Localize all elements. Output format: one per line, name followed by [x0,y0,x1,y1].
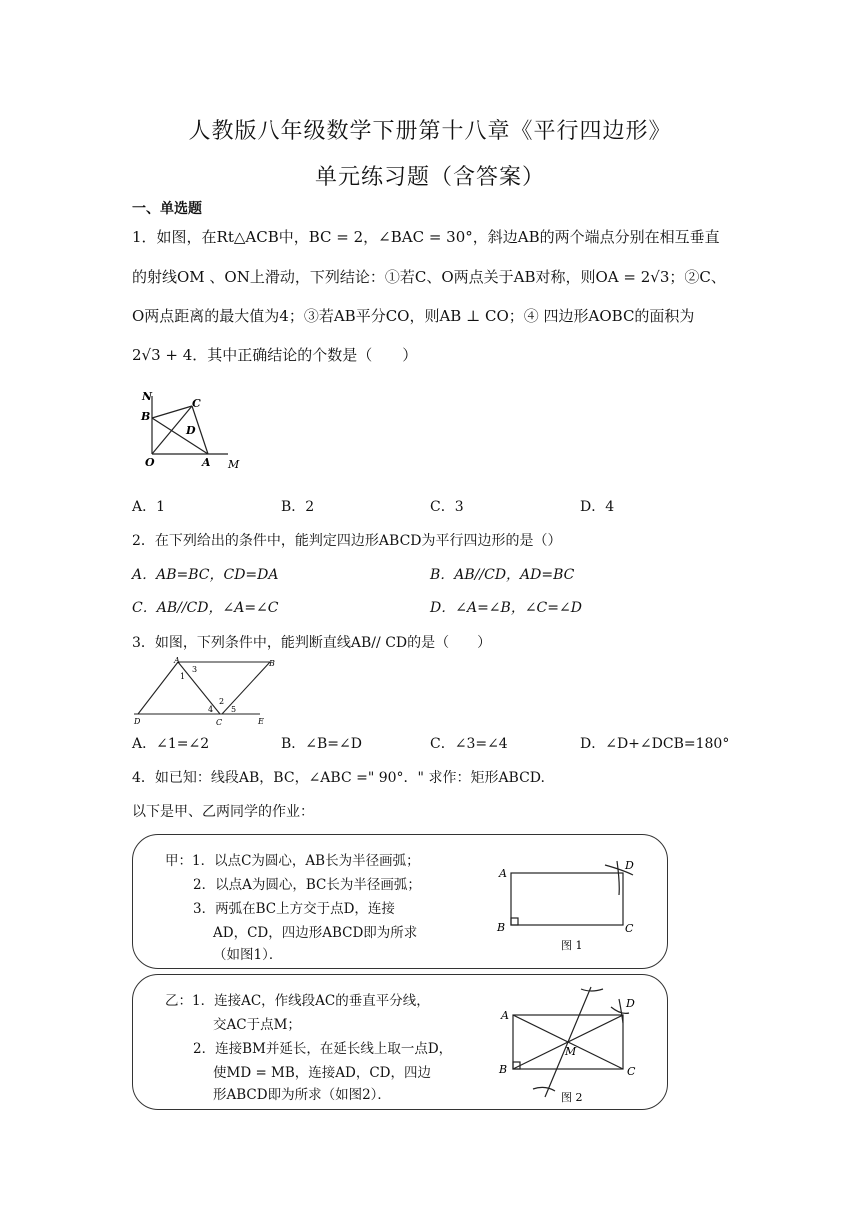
yi-step-2: 2．连接BM并延长，在延长线上取一点D， [193,1041,453,1057]
yi-fig-label-d: D [626,997,635,1010]
q3-fig-label-c: C [216,718,223,727]
yi-solution-box [132,974,668,1110]
q3-fig-label-d: D [134,717,141,726]
q3-stem: 3．如图，下列条件中，能判断直线AB// CD的是（ ） [132,635,492,651]
yi-step-1-cont: 交AC于点M； [213,1017,301,1033]
yi-step-2-end: 形ABCD即为所求（如图2）． [213,1087,391,1103]
q1-option-d: D．4 [580,499,615,515]
jia-fig-caption: 图 1 [561,939,583,952]
q2-option-d: D．∠A=∠B，∠C=∠D [430,600,582,616]
yi-fig-label-b: B [499,1063,508,1076]
jia-fig-label-a: A [499,867,507,880]
q4-line-1: 4．如已知：线段AB，BC，∠ABC =" 90°．" 求作：矩形ABCD. [132,770,545,786]
q1-figure [136,392,246,472]
q2-stem: 2．在下列给出的条件中，能判定四边形ABCD为平行四边形的是（） [132,533,562,549]
q1-fig-label-a: A [202,456,211,469]
q1-fig-label-m: M [228,458,240,471]
q3-fig-label-5: 5 [231,705,237,714]
q3-option-b: B．∠B=∠D [281,736,362,752]
jia-figure-1 [493,853,643,963]
yi-fig-label-a: A [501,1009,509,1022]
q1-line-4: 2√3 + 4．其中正确结论的个数是（ ） [132,346,418,364]
q1-fig-label-o: O [145,456,155,469]
q1-option-c: C．3 [430,499,464,515]
jia-fig-label-d: D [625,859,634,872]
page-subtitle: 单元练习题（含答案） [314,165,545,190]
yi-step-1: 乙：1．连接AC，作线段AC的垂直平分线， [165,993,430,1009]
q1-option-a: A．1 [132,499,166,515]
q2-option-b: B．AB//CD，AD=BC [430,567,575,583]
q3-fig-label-a: A [174,656,180,665]
q3-fig-label-e: E [258,717,264,726]
jia-step-3: 3．两弧在BC上方交于点D，连接 [193,901,395,917]
jia-step-3-end: （如图1）． [213,947,283,963]
q1-line-2: 的射线OM 、ON上滑动，下列结论：①若C、O两点关于AB对称，则OA = 2√3；②C、 [132,268,726,286]
q3-option-a: A．∠1=∠2 [132,736,210,752]
q1-fig-label-d: D [186,424,196,437]
yi-fig-label-c: C [627,1065,636,1078]
q1-fig-label-c: C [192,397,201,410]
jia-fig-label-c: C [625,922,634,935]
yi-step-2-cont: 使MD = MB，连接AD，CD，四边 [213,1065,432,1081]
section-heading: 一、单选题 [132,201,202,217]
q3-fig-label-3: 3 [192,665,198,674]
jia-step-1: 甲：1．以点C为圆心，AB长为半径画弧； [165,853,420,869]
q3-fig-label-4: 4 [208,705,214,714]
q3-fig-label-b: B [269,659,275,668]
yi-fig-caption: 图 2 [561,1091,583,1104]
q2-option-c: C．AB//CD，∠A=∠C [132,600,279,616]
jia-solution-box [132,834,668,969]
yi-figure-2 [493,979,653,1107]
q4-line-2: 以下是甲、乙两同学的作业： [132,804,314,820]
jia-fig-label-b: B [497,921,506,934]
q3-option-c: C．∠3=∠4 [430,736,508,752]
q3-option-d: D．∠D+∠DCB=180° [580,736,730,752]
jia-step-2: 2．以点A为圆心，BC长为半径画弧； [193,877,421,893]
q2-option-a: A．AB=BC，CD=DA [132,567,279,583]
q3-figure [130,654,275,727]
q1-option-b: B．2 [281,499,315,515]
q3-fig-label-1: 1 [180,672,186,681]
q1-fig-label-n: N [142,390,153,403]
jia-step-3-cont: AD，CD，四边形ABCD即为所求 [213,925,418,941]
q1-fig-label-b: B [141,410,151,423]
q1-line-3: O两点距离的最大值为4；③若AB平分CO，则AB ⊥ CO；④ 四边形AOBC的面积为 [132,307,695,325]
q1-line-1: 1．如图，在Rt△ACB中，BC = 2，∠BAC = 30°，斜边AB的两个端点分别在相互垂直 [132,228,720,246]
yi-fig-label-m: M [565,1045,577,1058]
q3-fig-label-2: 2 [219,697,225,706]
page-title: 人教版八年级数学下册第十八章《平行四边形》 [188,119,672,144]
